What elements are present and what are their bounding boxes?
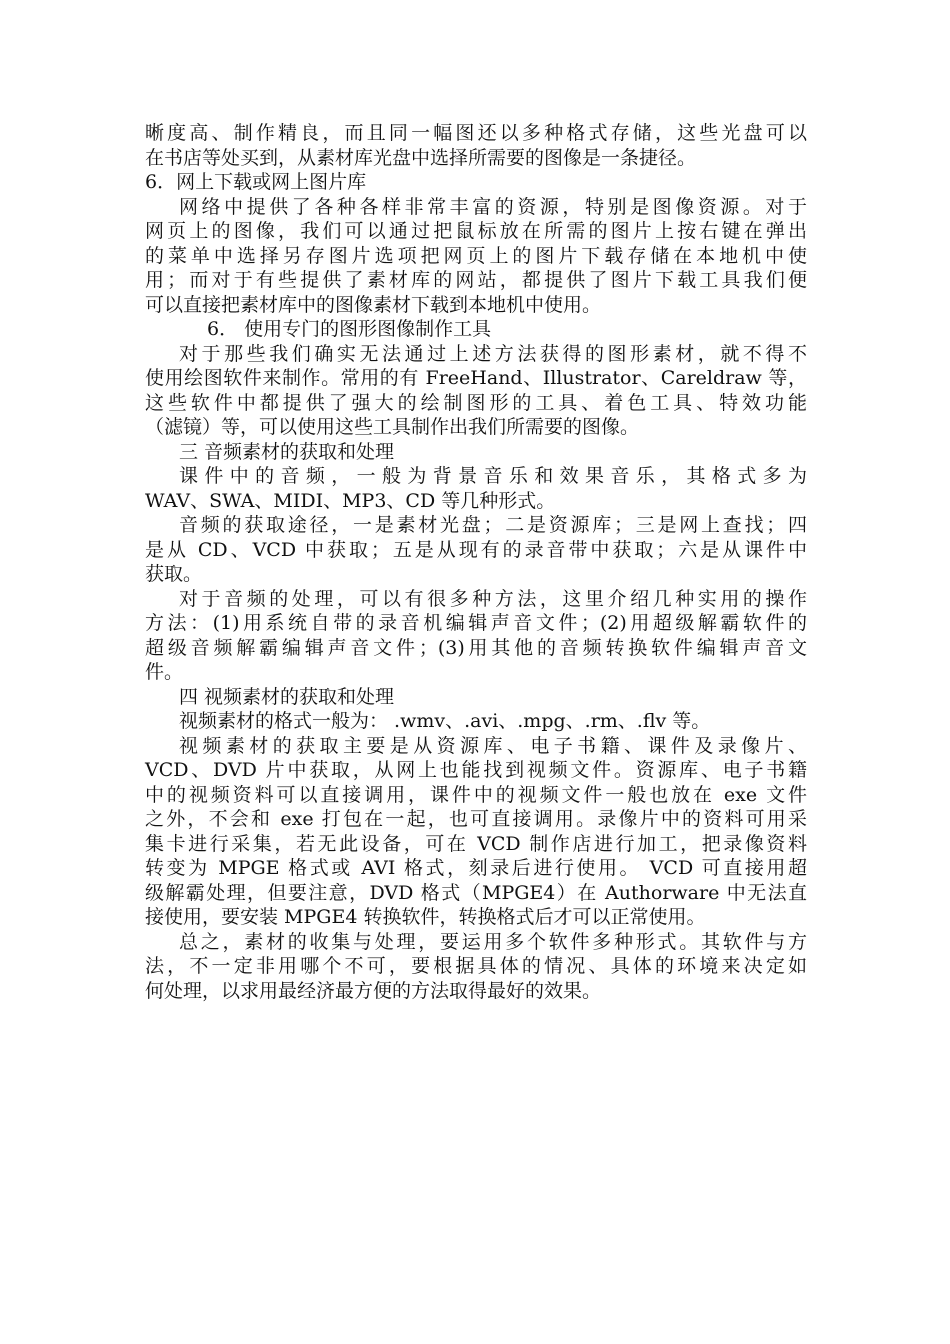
paragraph-p8: [145, 734, 807, 930]
text-line: 视频素材的获取主要是从资源库、电子书籍、课件及录像片、: [179, 734, 807, 757]
text-line: 获取。: [145, 563, 203, 585]
text-line: 对于音频的处理，可以有很多种方法，这里介绍几种实用的操作: [179, 587, 807, 610]
text-line: 使用绘图软件来制作。常用的有 FreeHand、Illustrator、Careldraw 等，: [145, 367, 807, 389]
paragraph-p2: [145, 195, 807, 318]
paragraph-p3: [145, 342, 807, 440]
text-line: 中的视频资料可以直接调用，课件中的视频文件一般也放在 exe 文件: [145, 783, 807, 806]
text-line: 音频的获取途径，一是素材光盘；二是资源库；三是网上查找；四: [179, 514, 807, 536]
text-line: 在书店等处买到，从素材库光盘中选择所需要的图像是一条捷径。: [145, 146, 697, 169]
document-body: [145, 121, 807, 1003]
text-line: VCD、DVD 片中获取，从网上也能找到视频文件。资源库、电子书籍: [145, 759, 807, 781]
text-line: 级解霸处理，但要注意，DVD 格式（MPGE4）在 Authorware 中无法直: [145, 881, 807, 904]
heading-6-online-download: [145, 170, 807, 195]
paragraph-p9: [145, 930, 807, 1004]
text-line: 件。: [145, 661, 184, 683]
paragraph-p1: [145, 121, 807, 170]
paragraph-p6: [145, 587, 807, 685]
text-line: 可以直接把素材库中的图像素材下载到本地机中使用。: [145, 293, 602, 316]
text-line: 用；而对于有些提供了素材库的网站，都提供了图片下载工具我们便: [145, 269, 807, 291]
text-line: 网络中提供了各种各样非常丰富的资源，特别是图像资源。对于: [179, 195, 807, 218]
text-line: WAV、SWA、MIDI、MP3、CD 等几种形式。: [145, 489, 556, 512]
text-line: 课件中的音频，一般为背景音乐和效果音乐，其格式多为: [179, 465, 807, 487]
text-line: 晰度高、制作精良，而且同一幅图还以多种格式存储，这些光盘可以: [145, 122, 807, 144]
section-heading: 三 音频素材的获取和处理: [179, 440, 395, 463]
text-line: 接使用，要安装 MPGE4 转换软件，转换格式后才可以正常使用。: [145, 906, 706, 928]
text-line: 之外，不会和 exe 打包在一起，也可直接调用。录像片中的资料可用采: [145, 808, 807, 830]
text-line: 集卡进行采集，若无此设备，可在 VCD 制作店进行加工，把录像资料: [145, 832, 807, 855]
text-line: 的菜单中选择另存图片选项把网页上的图片下载存储在本地机中使: [145, 244, 807, 267]
text-line: 总之，素材的收集与处理，要运用多个软件多种形式。其软件与方: [179, 930, 807, 953]
text-line: 转变为 MPGE 格式或 AVI 格式，刻录后进行使用。 VCD 可直接用超: [145, 857, 807, 879]
text-line: 何处理，以求用最经济最方便的方法取得最好的效果。: [145, 979, 602, 1002]
section-heading: 四 视频素材的获取和处理: [179, 685, 395, 708]
text-line: 对于那些我们确实无法通过上述方法获得的图形素材，就不得不: [179, 342, 807, 365]
heading-audio: [145, 440, 807, 465]
text-line: 超级音频解霸编辑声音文件；(3)用其他的音频转换软件编辑声音文: [145, 636, 807, 659]
paragraph-p4: [145, 464, 807, 513]
text-line: 是从 CD、VCD 中获取；五是从现有的录音带中获取；六是从课件中: [145, 538, 807, 561]
paragraph-p5: [145, 513, 807, 587]
text-line: 网页上的图像，我们可以通过把鼠标放在所需的图片上按右键在弹出: [145, 220, 807, 242]
text-line: 法，不一定非用哪个不可，要根据具体的情况、具体的环境来决定如: [145, 955, 807, 977]
heading-video: [145, 685, 807, 710]
section-heading: 6．网上下载或网上图片库: [145, 171, 367, 193]
text-line: 这些软件中都提供了强大的绘制图形的工具、着色工具、特效功能: [145, 391, 807, 414]
text-line: 方法：(1)用系统自带的录音机编辑声音文件；(2)用超级解霸软件的: [145, 612, 807, 634]
heading-6-graphic-tools: [145, 317, 807, 342]
section-heading: 6． 使用专门的图形图像制作工具: [207, 318, 492, 340]
text-line: （滤镜）等，可以使用这些工具制作出我们所需要的图像。: [145, 416, 640, 438]
paragraph-p7: [145, 709, 807, 734]
text-line: 视频素材的格式一般为： .wmv、.avi、.mpg、.rm、.flv 等。: [179, 710, 711, 732]
